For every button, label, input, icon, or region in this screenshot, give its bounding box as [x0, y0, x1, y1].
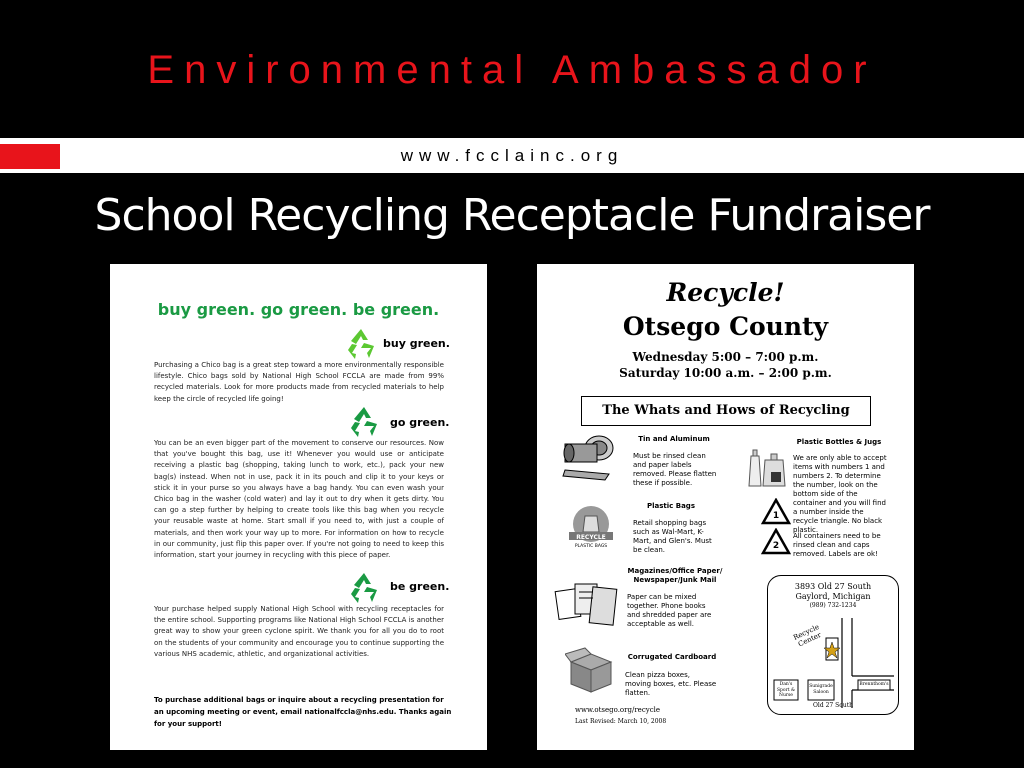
- be-green-heading: be green.: [390, 580, 450, 593]
- buy-green-heading: buy green.: [383, 337, 450, 350]
- plastic-bottles-icon: [745, 442, 789, 488]
- recycle-icon: [343, 326, 379, 362]
- slide-title: Environmental Ambassador: [147, 48, 877, 92]
- whats-and-hows-banner: The Whats and Hows of Recycling: [581, 396, 871, 426]
- recycle-icon: [346, 404, 382, 440]
- number-1-badge: 1: [772, 511, 780, 521]
- red-accent-bar: [0, 144, 60, 169]
- recycle-center-label: Recycle Center: [792, 622, 823, 649]
- paper-stack-icon: [553, 580, 619, 630]
- plastic-bags-body: Retail shopping bags such as Wal-Mart, K-Mart, and Glen's. Must be clean.: [633, 519, 712, 554]
- last-revised: Last Revised: March 10, 2008: [575, 718, 667, 725]
- website-url: www.fcclainc.org: [400, 146, 624, 165]
- map-address-line1: 3893 Old 27 South: [794, 582, 872, 591]
- paper-heading: Magazines/Office Paper/ Newspaper/Junk Mail: [627, 567, 723, 584]
- location-map: [767, 575, 899, 715]
- flyer-otsego-recycling: [537, 264, 914, 750]
- paper-body: Paper can be mixed together. Phone books and shredded paper are acceptable as well.: [627, 593, 712, 628]
- bottles-body: We are only able to accept items with numbers 1 and numbers 2. To determine the number, look on the bottom side of the container and you will find a number inside the recycle triangle. No black plastic.: [793, 454, 887, 534]
- bottles-heading: Plastic Bottles & Jugs: [796, 438, 882, 446]
- road-label: Old 27 South: [813, 702, 853, 709]
- flyer2-county: Otsego County: [622, 312, 829, 341]
- hours-wednesday: Wednesday 5:00 – 7:00 p.m.: [632, 350, 819, 364]
- tin-body: Must be rinsed clean and paper labels removed. Please flatten these if possible.: [633, 452, 717, 487]
- recycle-label: RECYCLE: [576, 534, 606, 541]
- go-green-heading: go green.: [390, 416, 450, 429]
- flyer-chico-bag: [110, 264, 487, 750]
- containers-body: All containers need to be rinsed clean and caps removed. Labels are ok!: [793, 532, 881, 558]
- slide-heading: School Recycling Receptacle Fundraiser: [94, 190, 930, 241]
- store-label: Dan's Sport & Nurse: [776, 682, 796, 698]
- flyer1-footer: To purchase additional bags or inquire about a recycling presentation for an upcoming meeting or event, email nationalfccla@nhs.edu. Thanks again for your support!: [154, 696, 452, 728]
- map-address-line2: Gaylord, Michigan: [795, 592, 871, 601]
- buy-green-body: Purchasing a Chico bag is a great step toward a more environmentally responsible lifestyle. Chico bags sold by National High School FCCLA are made from 99% recycled materials. Look for more products made from recycled materials to help keep the circle of recycled life going!: [154, 361, 444, 403]
- store-label: Sunigrade Saloon: [809, 684, 833, 695]
- cardboard-box-icon: [565, 646, 617, 696]
- be-green-body: Your purchase helped supply National High School with recycling receptacles for the entire school. Supporting programs like National High School FCCLA is another great way to show your green cyclone spirit. We thank you for all you do to root on the students of your community and encourage you to continue supporting the various NHS academic, athletic, and organizational activities.: [154, 605, 444, 658]
- plastic-bags-heading: Plastic Bags: [647, 502, 695, 510]
- flyer1-title: buy green. go green. be green.: [157, 300, 440, 319]
- store-label: Brennthom's: [859, 682, 889, 687]
- number-2-badge: 2: [772, 541, 780, 551]
- go-green-body: You can be an even bigger part of the movement to conserve our resources. Now that you've bought this bag, use it! Whenever you would use or anticipate receiving a plastic bag (shopping, taking lunch to work, etc.), pack your new bag(s) instead. When not in use, pack it in its pouch and clip it to your keys or stick it in your purse so you always have a bag handy. You can even wash your Chico bag in the washer (cold water) and lay it out to dry when it gets dirty. You can go a step further by helping to create tools like this bag when you recycle your reusable waste at home. Start small if you need to, with just a couple of materials, and then work your way up to more. For information on how to recycle in our community, just flip this paper over. If you're not going to need to keep this information, start your journey in recycling with this piece of paper.: [154, 439, 444, 560]
- cardboard-heading: Corrugated Cardboard: [627, 653, 717, 661]
- map-phone: (989) 732-1234: [809, 602, 857, 609]
- cardboard-body: Clean pizza boxes, moving boxes, etc. Please flatten.: [625, 671, 717, 697]
- tin-heading: Tin and Aluminum: [638, 435, 710, 443]
- flyer2-title: Recycle!: [666, 278, 785, 307]
- recycle-icon: [346, 570, 382, 606]
- hours-saturday: Saturday 10:00 a.m. – 2:00 p.m.: [619, 366, 832, 380]
- tin-cans-icon: [559, 430, 617, 486]
- plastic-bags-label: PLASTIC BAGS: [574, 544, 608, 549]
- flyer2-website: www.otsego.org/recycle: [575, 706, 660, 714]
